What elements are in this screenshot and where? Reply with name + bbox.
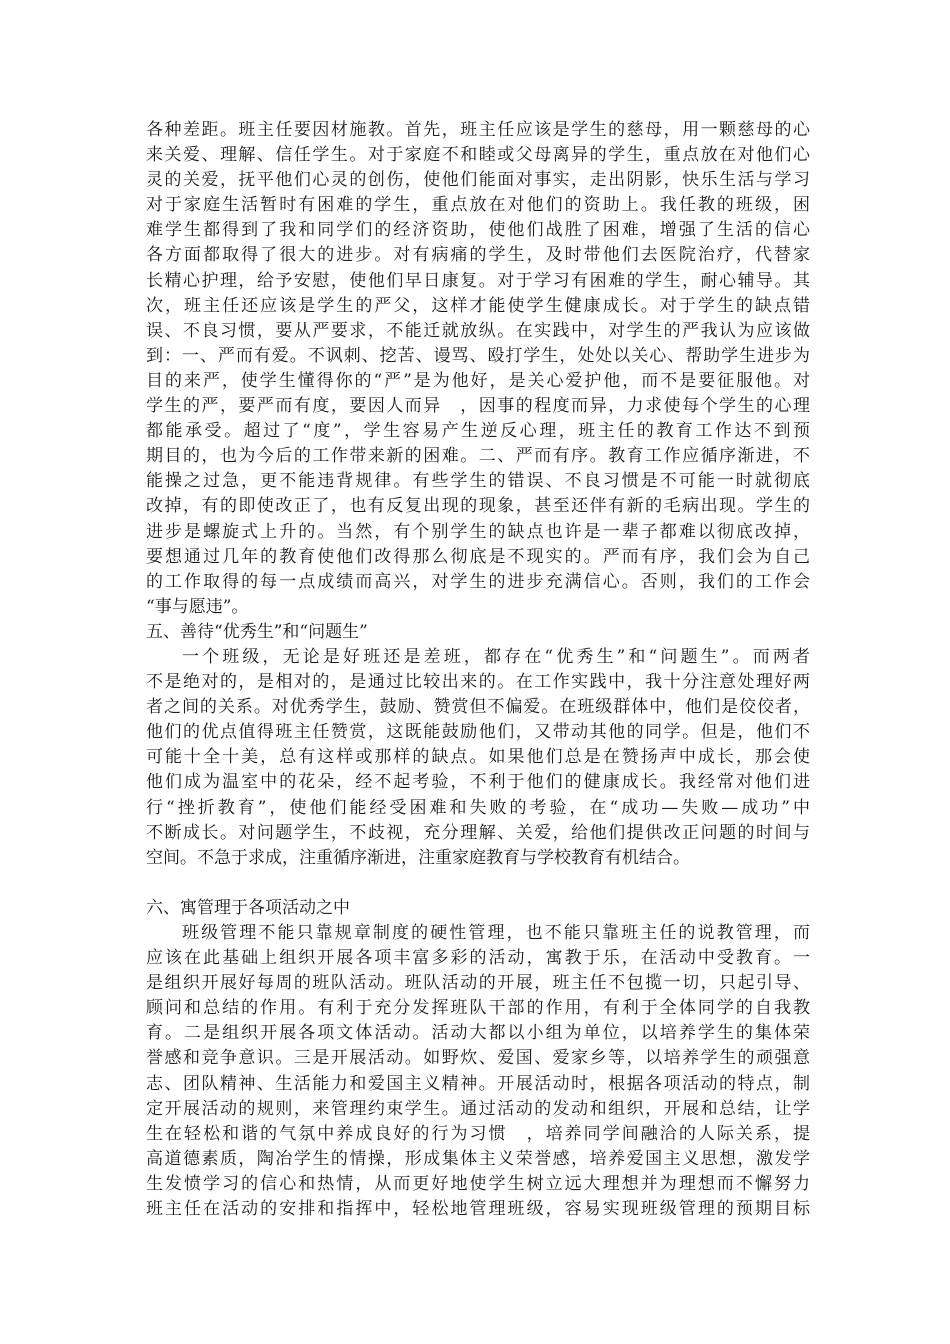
text-line: 不是绝对的，是相对的，是通过比较出来的。在工作实践中，我十分注意处理好两 <box>146 672 810 693</box>
text-line: 定开展活动的规则，来管理约束学生。通过活动的发动和组织，开展和总结，让学 <box>146 1098 810 1119</box>
text-line: 者之间的关系。对优秀学生，鼓励、赞赏但不偏爱。在班级群体中，他们是佼佼者， <box>146 697 810 718</box>
text-line: 各种差距。班主任要因材施教。首先，班主任应该是学生的慈母，用一颗慈母的心 <box>146 120 810 140</box>
text-line: 灵的关爱，抚平他们心灵的创伤，使他们能面对事实，走出阴影，快乐生活与学习 <box>146 170 810 191</box>
text-line: 目的来严，使学生懂得你的“严”是为他好，是关心爱护他，而不是要征服他。对 <box>146 370 810 391</box>
text-line: 六、寓管理于各项活动之中 <box>146 897 350 918</box>
text-line: 要想通过几年的教育使他们改得那么彻底是不现实的。严而有序，我们会为自己 <box>146 546 810 567</box>
text-line: “事与愿违”。 <box>146 596 249 617</box>
text-line: 他们成为温室中的花朵，经不起考验，不利于他们的健康成长。我经常对他们进 <box>146 772 810 793</box>
text-line: 一个班级，无论是好班还是差班，都存在“优秀生”和“问题生”。而两者 <box>182 646 810 667</box>
text-line: 长精心护理，给予安慰，使他们早日康复。对于学习有困难的学生，耐心辅导。其 <box>146 270 810 291</box>
text-line: 五、善待“优秀生”和“问题生” <box>146 621 368 642</box>
text-line: 期目的，也为今后的工作带来新的困难。二、严而有序。教育工作应循序渐进，不 <box>146 446 810 467</box>
text-line: 班级管理不能只靠规章制度的硬性管理，也不能只靠班主任的说教管理，而 <box>182 923 810 943</box>
text-line: 不断成长。对问题学生，不歧视，充分理解、关爱，给他们提供改正问题的时间与 <box>146 822 810 843</box>
text-line: 是组织开展好每周的班队活动。班队活动的开展，班主任不包揽一切，只起引导、 <box>146 973 810 994</box>
text-line: 可能十全十美，总有这样或那样的缺点。如果他们总是在赞扬声中成长，那会使 <box>146 747 810 768</box>
text-line: 志、团队精神、生活能力和爱国主义精神。开展活动时，根据各项活动的特点，制 <box>146 1073 810 1094</box>
document-body <box>146 118 810 1222</box>
text-line: 生在轻松和谐的气氛中养成良好的行为习惯 ，培养同学间融洽的人际关系，提 <box>146 1123 810 1144</box>
text-line: 到：一、严而有爱。不讽刺、挖苦、谩骂、殴打学生，处处以关心、帮助学生进步为 <box>146 345 810 366</box>
text-line: 育。二是组织开展各项文体活动。活动大都以小组为单位，以培养学生的集体荣 <box>146 1023 810 1044</box>
text-line: 高道德素质，陶冶学生的情操，形成集体主义荣誉感，培养爱国主义思想，激发学 <box>146 1148 810 1169</box>
text-line: 他们的优点值得班主任赞赏，这既能鼓励他们，又带动其他的同学。但是，他们不 <box>146 722 810 743</box>
text-line: 误、不良习惯，要从严要求，不能迁就放纵。在实践中，对学生的严我认为应该做 <box>146 320 810 341</box>
text-line: 改掉，有的即使改正了，也有反复出现的现象，甚至还伴有新的毛病出现。学生的 <box>146 496 810 517</box>
text-line: 空间。不急于求成，注重循序渐进，注重家庭教育与学校教育有机结合。 <box>146 847 690 868</box>
text-line: 各方面都取得了很大的进步。对有病痛的学生，及时带他们去医院治疗，代替家 <box>146 245 810 266</box>
text-line: 的工作取得的每一点成绩而高兴，对学生的进步充满信心。否则，我们的工作会 <box>146 571 810 592</box>
text-line: 班主任在活动的安排和指挥中，轻松地管理班级，容易实现班级管理的预期目标 <box>146 1199 810 1220</box>
text-line: 都能承受。超过了“度”，学生容易产生逆反心理，班主任的教育工作达不到预 <box>146 421 810 442</box>
text-line: 进步是螺旋式上升的。当然，有个别学生的缺点也许是一辈子都难以彻底改掉， <box>146 521 810 542</box>
text-line: 对于家庭生活暂时有困难的学生，重点放在对他们的资助上。我任教的班级，困 <box>146 195 810 216</box>
text-line: 次，班主任还应该是学生的严父，这样才能使学生健康成长。对于学生的缺点错 <box>146 295 810 316</box>
text-line: 来关爱、理解、信任学生。对于家庭不和睦或父母离异的学生，重点放在对他们心 <box>146 145 810 166</box>
text-line: 应该在此基础上组织开展各项丰富多彩的活动，寓教于乐，在活动中受教育。一 <box>146 948 810 969</box>
blank-line <box>146 871 810 896</box>
text-line: 能操之过急，更不能违背规律。有些学生的错误、不良习惯是不可能一时就彻底 <box>146 471 810 492</box>
text-line: 誉感和竞争意识。三是开展活动。如野炊、爱国、爱家乡等，以培养学生的顽强意 <box>146 1048 810 1069</box>
text-line: 难学生都得到了我和同学们的经济资助，使他们战胜了困难，增强了生活的信心 <box>146 220 810 241</box>
text-line: 行“挫折教育”，使他们能经受困难和失败的考验，在“成功—失败—成功”中 <box>146 797 810 818</box>
text-line: 学生的严，要严而有度，要因人而异 ，因事的程度而异，力求使每个学生的心理 <box>146 396 810 417</box>
text-line: 生发愤学习的信心和热情，从而更好地使学生树立远大理想并为理想而不懈努力 <box>146 1173 810 1194</box>
text-line: 顾问和总结的作用。有利于充分发挥班队干部的作用，有利于全体同学的自我教 <box>146 998 810 1019</box>
